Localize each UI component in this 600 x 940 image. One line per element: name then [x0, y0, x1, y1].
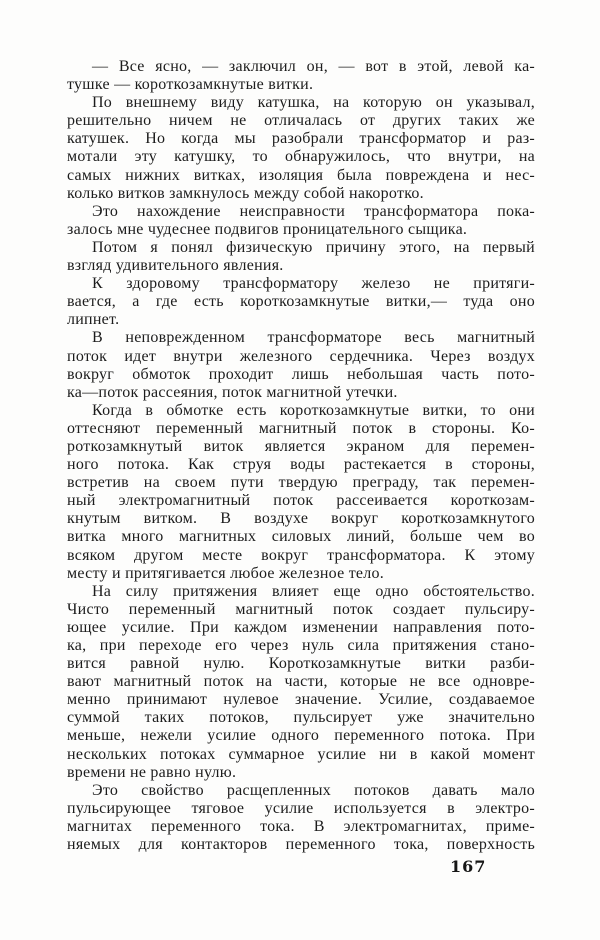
text-line: мотали эту катушку, то обнаружилось, что внутри, на: [67, 148, 535, 166]
paragraph: [67, 275, 535, 329]
text-line: нескольких потоках суммарное усилие ни в какой момент: [67, 745, 535, 763]
text-line: витка много магнитных силовых линий, больше чем во: [67, 528, 535, 546]
text-line: Потом я понял физическую причину этого, на первый: [92, 238, 535, 256]
text-line: вают магнитный поток на части, которые не все одновре-: [67, 673, 535, 691]
text-line: няемых для контакторов переменного тока, поверхность: [67, 836, 535, 854]
text-line: вокруг обмоток проходит лишь небольшая часть пото-: [67, 365, 535, 383]
text-line: залось мне чудеснее подвигов проницательного сыщика.: [67, 220, 468, 238]
paragraph: [67, 94, 535, 203]
paragraph: [67, 402, 535, 583]
text-line: катушек. Но когда мы разобрали трансформатор и раз-: [67, 130, 535, 148]
paragraph: [67, 583, 535, 782]
text-line: По внешнему виду катушка, на которую он указывал,: [92, 94, 535, 112]
text-line: решительно ничем не отличалась от других таких же: [67, 112, 535, 130]
text-line: суммой таких потоков, пульсирует уже значительно: [67, 709, 535, 727]
text-line: ный электромагнитный поток рассеивается короткозам-: [67, 492, 535, 510]
text-line: магнитах переменного тока. В электромагнитах, приме-: [67, 817, 535, 835]
text-line: менно принимают нулевое значение. Усилие, создаваемое: [67, 691, 535, 709]
page-text: [67, 58, 535, 854]
text-line: встретив на своем пути твердую преграду, так перемен-: [67, 474, 535, 492]
text-line: — Все ясно, — заключил он, — вот в этой, левой ка-: [92, 58, 535, 75]
text-line: В неповрежденном трансформаторе весь магнитный: [92, 329, 535, 347]
text-line: тушке — короткозамкнутые витки.: [67, 76, 314, 94]
text-line: месту и притягивается любое железное тело.: [67, 564, 385, 582]
paragraph: [67, 58, 535, 94]
text-line: вится равной нулю. Короткозамкнутые витки разби-: [67, 655, 535, 673]
text-line: кнутым витком. В воздухе вокруг короткозамкнутого: [67, 510, 535, 528]
paragraph: [67, 239, 535, 275]
text-line: времени не равно нулю.: [67, 763, 237, 781]
text-line: ка, при переходе его через нуль сила притяжения стано-: [67, 637, 535, 654]
text-line: Чисто переменный магнитный поток создает пульсиру-: [67, 600, 535, 618]
paragraph: [67, 329, 535, 401]
text-line: колько витков замкнулось между собой накоротко.: [67, 184, 424, 202]
text-line: самых нижних витках, изоляция была повреждена и нес-: [67, 166, 535, 184]
text-line: На силу притяжения влияет еще одно обстоятельство.: [92, 582, 535, 600]
text-line: ка—поток рассеяния, поток магнитной утечки.: [67, 383, 398, 401]
text-line: всяком другом месте вокруг трансформатора. К этому: [67, 546, 535, 564]
text-line: оттесняют переменный магнитный поток в стороны. Ко-: [67, 419, 535, 437]
text-line: липнет.: [67, 311, 120, 329]
text-line: меньше, нежели усилие одного переменного потока. При: [67, 727, 535, 745]
page-number: 167: [450, 857, 487, 876]
text-line: поток идет внутри железного сердечника. Через воздух: [67, 347, 535, 365]
text-line: вается, а где есть короткозамкнутые витки,— туда оно: [67, 293, 535, 311]
text-line: Это свойство расщепленных потоков давать мало: [92, 781, 535, 799]
text-line: Это нахождение неисправности трансформатора пока-: [92, 202, 535, 220]
text-line: К здоровому трансформатору железо не притяги-: [92, 275, 535, 293]
text-line: Когда в обмотке есть короткозамкнутые витки, то они: [92, 401, 535, 419]
paragraph: [67, 203, 535, 239]
paragraph: [67, 782, 535, 854]
text-line: взгляд удивительного явления.: [67, 257, 284, 275]
text-line: ного потока. Как струя воды растекается в стороны,: [67, 456, 535, 474]
text-line: ющее усилие. При каждом изменении направления пото-: [67, 618, 535, 636]
text-line: пульсирующее тяговое усилие используется в электро-: [67, 799, 535, 817]
text-line: роткозамкнутый виток является экраном для перемен-: [67, 437, 535, 455]
